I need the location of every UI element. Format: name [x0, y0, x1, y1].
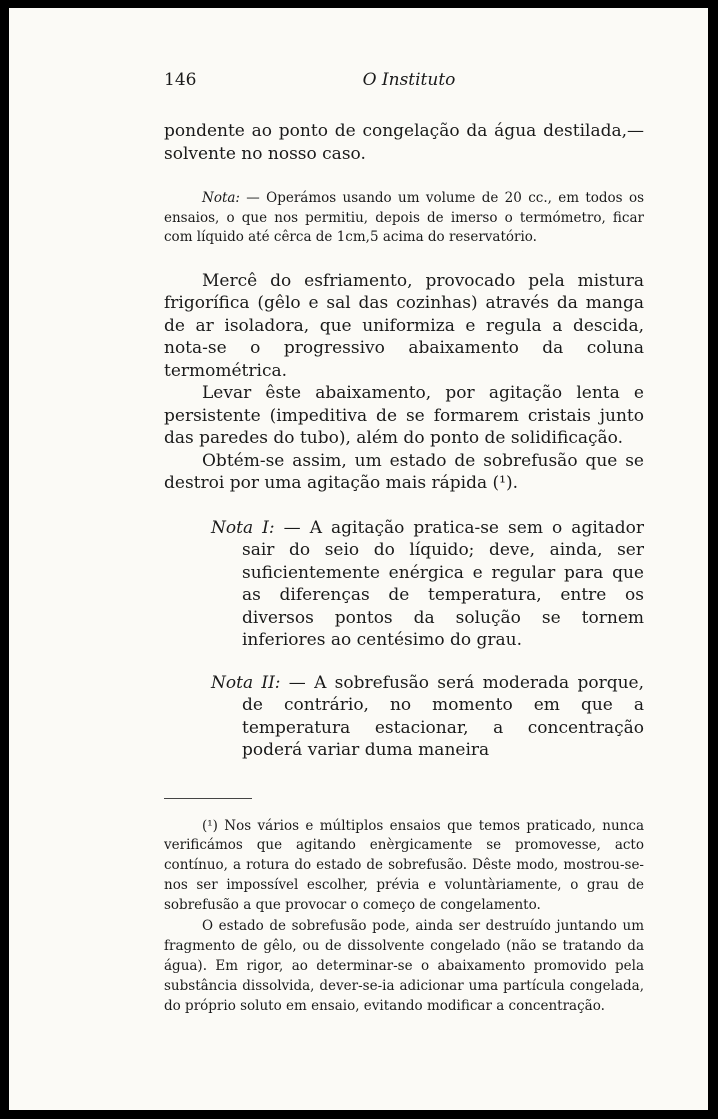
page-content — [164, 70, 644, 1016]
page-sheet — [9, 8, 708, 1110]
nota-i-label: Nota I: — [211, 517, 275, 538]
nota-i — [164, 517, 644, 652]
nota-i-text: — A agitação pratica-se sem o agitador sair do seio do líquido; deve, ainda, ser suficientemente enérgica e regular para que as diferenças de temperatura, entre os diversos pontos da solução se tornem inferiores ao centésimo do grau. — [242, 517, 644, 650]
nota-ii — [164, 672, 644, 762]
paragraph-supercooling: Obtém-se assim, um estado de sobrefusão que se destroi por uma agitação mais rápida (¹). — [164, 450, 644, 493]
page-number: 146 — [164, 70, 197, 90]
paragraph-continuation: pondente ao ponto de congelação da água destilada,— solvente no nosso caso. — [164, 121, 644, 164]
running-header — [164, 70, 644, 100]
volume-note — [164, 189, 644, 248]
nota-ii-label: Nota II: — [211, 672, 281, 693]
footnote-1: (¹) Nos vários e múltiplos ensaios que temos praticado, nunca verificámos que agitando enèrgicamente se promovesse, acto contínuo, a rotura do estado de sobrefusão. Dêste modo, mostrou-se-nos ser impossível escolher, prévia e voluntàriamente, o grau de sobrefusão a que provocar o começo de congelamento. — [164, 817, 644, 913]
footnote-divider — [164, 798, 252, 799]
nota-ii-text: — A sobrefusão será moderada porque, de contrário, no momento em que a temperatura estacionar, a concentração poderá variar duma maneira — [242, 672, 644, 760]
volume-note-label: Nota: — [202, 190, 240, 206]
footnote-1-continuation: O estado de sobrefusão pode, ainda ser destruído juntando um fragmento de gêlo, ou de dissolvente congelado (não se tratando da água). Em rigor, ao determinar-se o abaixamento promovido pela substância dissolvida, dever-se-ia adicionar uma partícula congelada, do próprio soluto em ensaio, evitando modificar a concentração. — [164, 918, 644, 1014]
running-title: O Instituto — [362, 70, 456, 90]
paragraph-cooling: Mercê do esfriamento, provocado pela mistura frigorífica (gêlo e sal das cozinhas) através da manga de ar isoladora, que uniformiza e regula a descida, nota-se o progressivo abaixamento da coluna termométrica. — [164, 270, 644, 381]
paragraph-lowering: Levar êste abaixamento, por agitação lenta e persistente (impeditiva de se formarem cristais junto das paredes do tubo), além do ponto de solidificação. — [164, 383, 644, 448]
volume-note-text: — Operámos usando um volume de 20 cc., em todos os ensaios, o que nos permitiu, depois de imerso o termómetro, ficar com líquido até cêrca de 1cm,5 acima do reservatório. — [164, 190, 644, 245]
